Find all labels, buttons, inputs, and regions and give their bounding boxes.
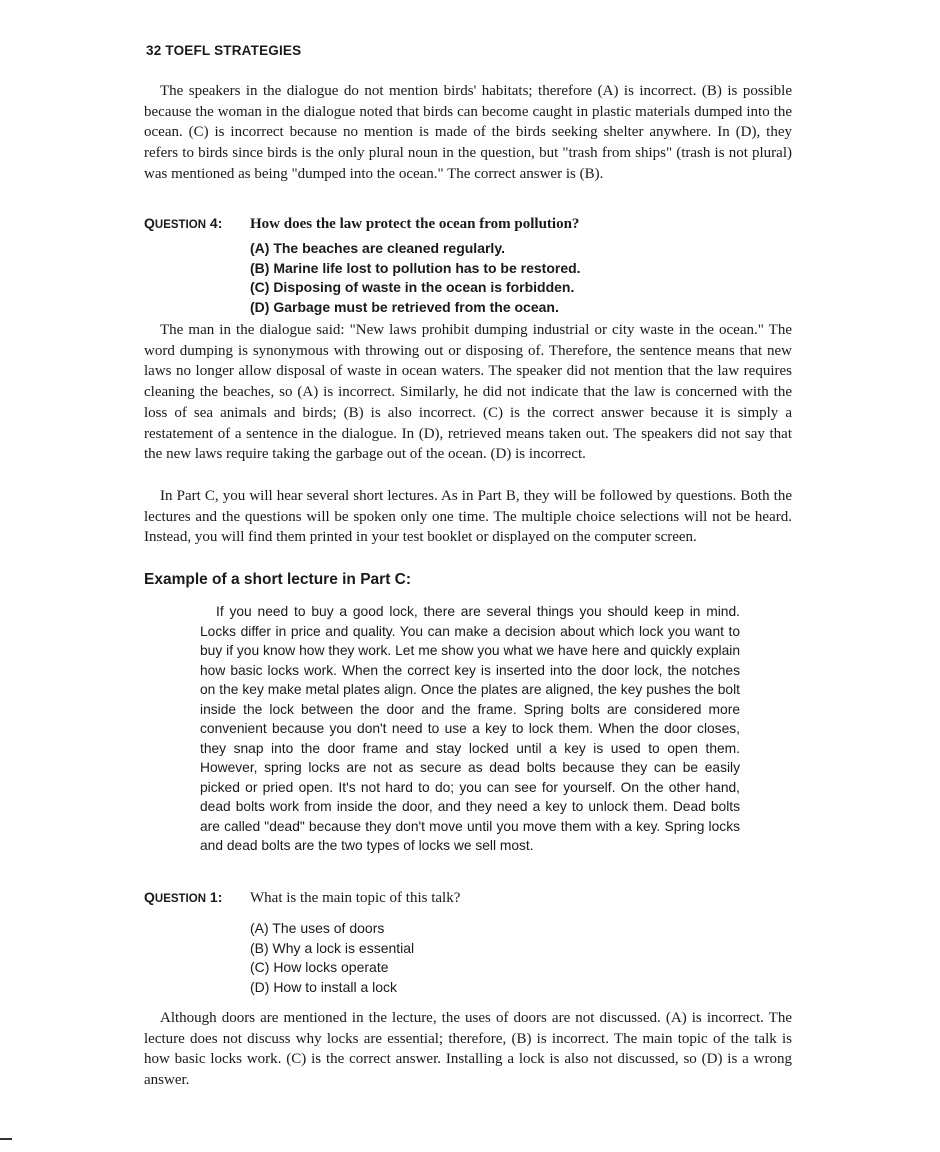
- option-b: (B) Marine life lost to pollution has to be restored.: [250, 259, 581, 276]
- page-edge-mark: [0, 1138, 12, 1140]
- question-1-label: QUESTION 1:: [144, 889, 223, 905]
- running-head: 32 TOEFL STRATEGIES: [146, 43, 302, 58]
- question-1-options: [250, 919, 414, 997]
- question-4-options: [250, 239, 581, 317]
- option-a: (A) The beaches are cleaned regularly.: [250, 240, 505, 256]
- part-c-intro-paragraph: In Part C, you will hear several short lectures. As in Part B, they will be followed by questions. Both the lectures and the questions will be spoken only one time. The multiple choice selections will not be heard. Instead, you will find them printed in your test booklet or displayed on the computer screen.: [144, 488, 792, 546]
- option-c: (C) How locks operate: [250, 959, 389, 975]
- question-4-label: QUESTION 4:: [144, 215, 223, 231]
- lecture-text: If you need to buy a good lock, there are several things you should keep in mind. Locks differ in price and quality. You can make a decision about which lock you want to buy if you know how they work. Let me show you what we have here and quickly explain how basic locks work. When the correct key is inserted into the door lock, the notches on the key make metal plates align. Once the plates are aligned, the key pushes the bolt inside the lock between the door and the frame. Spring bolts are considered more convenient because you don't need to use a key to lock them. When the door closes, they snap into the door frame and stay locked until a key is used to open them. However, spring locks are not as secure as dead bolts because they can be easily picked or pried open. It's not hard to do; you can see for yourself. On the other hand, dead bolts work from inside the door, and they need a key to unlock them. Dead bolts are called "dead" because they don't move until you move them with a key. Spring locks and dead bolts are the two types of locks we sell most.: [200, 604, 740, 853]
- option-c: (C) Disposing of waste in the ocean is forbidden.: [250, 279, 575, 295]
- explanation-paragraph-2: The man in the dialogue said: "New laws prohibit dumping industrial or city waste in the ocean." The word dumping is synonymous with throwing out or disposing of. Therefore, the sentence means that new laws no longer allow disposal of waste in ocean waters. The speaker did not mention that the law requires cleaning the beaches, so (A) is incorrect. Similarly, he did not indicate that the law is concerned with the loss of sea animals and birds; (B) is also incorrect. (C) is the correct answer because it is simply a restatement of a sentence in the dialogue. In (D), retrieved means taken out. The speakers did not say that the new laws require taking the garbage out of the ocean. (D) is incorrect.: [144, 322, 792, 463]
- option-a: (A) The uses of doors: [250, 920, 385, 936]
- question-1-text: What is the main topic of this talk?: [250, 890, 461, 906]
- example-title: Example of a short lecture in Part C:: [144, 571, 412, 588]
- question-1-heading: [144, 889, 460, 907]
- option-b: (B) Why a lock is essential: [250, 939, 415, 956]
- question-4-heading: [144, 215, 579, 233]
- option-d: (D) How to install a lock: [250, 978, 398, 995]
- option-d: (D) Garbage must be retrieved from the ocean.: [250, 298, 559, 315]
- explanation-paragraph-3: Although doors are mentioned in the lecture, the uses of doors are not discussed. (A) is incorrect. The lecture does not discuss why locks are essential; therefore, (B) is incorrect. The main topic of the talk is how basic locks work. (C) is the correct answer. Installing a lock is also not discussed, so (D) is a wrong answer.: [144, 1010, 792, 1089]
- question-4-text: How does the law protect the ocean from pollution?: [250, 216, 580, 232]
- explanation-paragraph-1: The speakers in the dialogue do not mention birds' habitats; therefore (A) is incorrect. (B) is possible because the woman in the dialogue noted that birds can become caught in plastic materials dumped into the ocean. (C) is incorrect because no mention is made of the birds seeking shelter anywhere. In (D), they refers to birds since birds is the only plural noun in the question, but "trash from ships" (trash is not plural) was mentioned as being "dumped into the ocean." The correct answer is (B).: [144, 83, 792, 182]
